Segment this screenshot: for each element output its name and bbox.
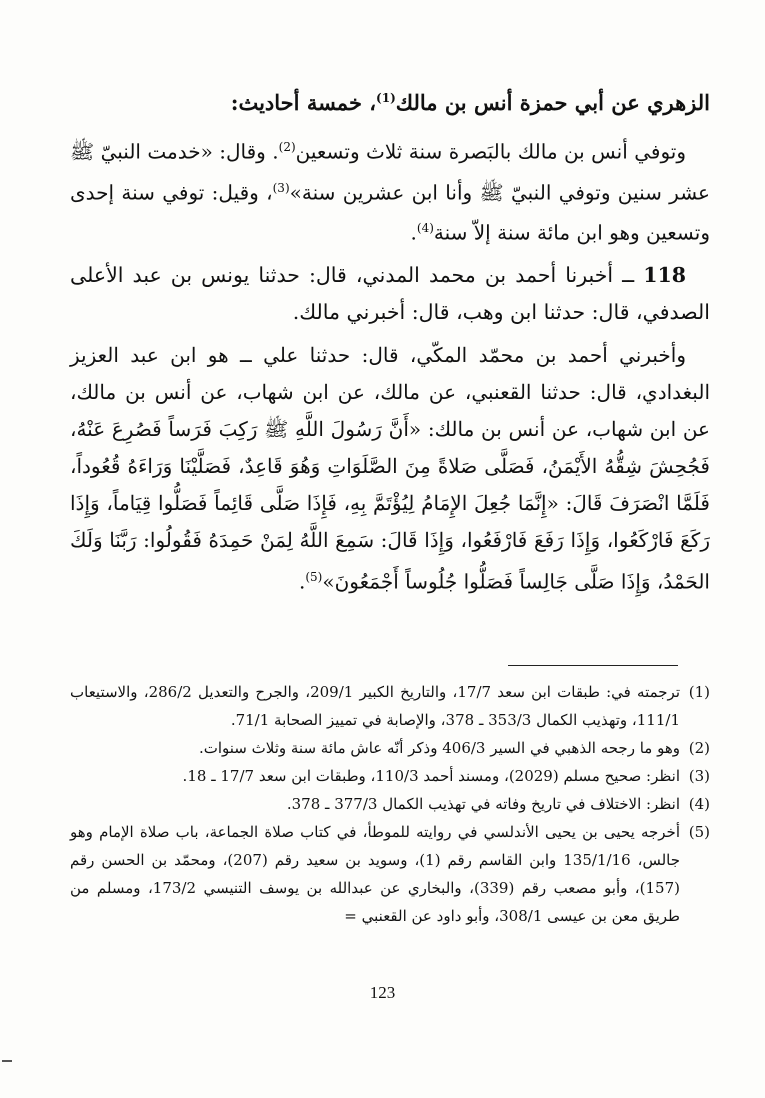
paragraph-hadith-text bbox=[70, 337, 710, 601]
footnote-number: (5) bbox=[688, 823, 710, 841]
paragraph-text: ، وقيل: توفي سنة إحدى وتسعين وهو ابن مائة سنة إلاّ سنة bbox=[70, 180, 710, 245]
page-number: 123 bbox=[369, 983, 396, 1002]
paragraph-text: . bbox=[298, 569, 306, 594]
footnote-3 bbox=[70, 762, 710, 790]
footnote-ref[interactable]: (4) bbox=[416, 221, 434, 236]
heading-text-end: ، خمسة أحاديث: bbox=[230, 90, 377, 115]
footnote-text: انظر: الاختلاف في تاريخ وفاته في تهذيب الكمال 377/3 ـ 378. bbox=[286, 795, 680, 813]
footnote-text: انظر: صحيح مسلم (2029)، ومسند أحمد 110/3، وطبقات ابن سعد 17/7 ـ 18. bbox=[182, 767, 680, 785]
footnote-ref[interactable]: (2) bbox=[278, 140, 296, 154]
footnote-ref[interactable]: (1) bbox=[376, 91, 396, 105]
footnote-4 bbox=[70, 790, 710, 818]
paragraph-text: . وقال: «خدمت النبيّ ﷺ عشر سنين وتوفي النبيّ ﷺ وأنا ابن عشرين سنة» bbox=[70, 139, 710, 205]
hadith-number: 118 bbox=[643, 262, 686, 287]
main-text bbox=[70, 78, 710, 607]
paragraph-text: وتوفي أنس بن مالك بالبَصرة سنة ثلاث وتسعين bbox=[295, 139, 686, 164]
paragraph-death-of-anas bbox=[70, 129, 710, 251]
footnote-number: (3) bbox=[688, 767, 710, 785]
footnote-text: ترجمته في: طبقات ابن سعد 17/7، والتاريخ الكبير 209/1، والجرح والتعديل 286/2، والاستيعاب 111/1، وتهذيب الكمال 353/3 ـ 378، والإصابة في تمييز الصحابة 71/1. bbox=[70, 683, 681, 729]
footnote-text: أخرجه يحيى بن يحيى الأندلسي في روايته للموطأ، في كتاب صلاة الجماعة، باب صلاة الإمام وهو جالس، 135/1/16 وابن القاسم رقم (1)، وسويد بن سعيد رقم (207)، ومحمّد بن الحسن رقم (157)، وأبو مصعب رقم (339)، والبخاري عن عبدالله بن يوسف التنيسي 173/2، ومسلم من طريق معن بن عيسى 308/1، وأبو داود عن القعنبي = bbox=[70, 823, 680, 925]
footnotes bbox=[70, 678, 710, 930]
footnote-text: وهو ما رجحه الذهبي في السير 406/3 وذكر أنّه عاش مائة سنة وثلاث سنوات. bbox=[198, 739, 680, 757]
footnote-number: (2) bbox=[688, 739, 710, 757]
paragraph-text: وأخبرني أحمد بن محمّد المكّي، قال: حدثنا علي ــ هو ابن عبد العزيز البغدادي، قال: حدثنا القعنبي، عن مالك، عن ابن شهاب، عن أنس بن مالك، عن ابن شهاب، عن أنس بن مالك: «أَنَّ رَسُولَ اللَّهِ ﷺ رَكِبَ فَرَساً فَصُرِعَ عَنْهُ، فَجُحِشَ شِقُّهُ الأَيْمَنُ، فَصَلَّى صَلاةً مِنَ الصَّلَوَاتِ وَهُوَ قَاعِدٌ، فَصَلَّيْنَا وَرَاءَهُ قُعُوداً، فَلَمَّا انْصَرَفَ قَالَ: «إِنَّمَا جُعِلَ الإِمَامُ لِيُؤْتَمَّ بِهِ، فَإِذَا صَلَّى قَائِماً فَصَلُّوا قِيَاماً، وَإِذَا رَكَعَ فَارْكَعُوا، وَإِذَا رَفَعَ فَارْفَعُوا، وَإِذَا قَالَ: سَمِعَ اللَّهُ لِمَنْ حَمِدَهُ فَقُولُوا: رَبَّنَا وَلَكَ الحَمْدُ، وَإِذَا صَلَّى جَالِساً فَصَلُّوا جُلُوساً أَجْمَعُونَ» bbox=[70, 342, 710, 594]
footnote-separator bbox=[508, 665, 678, 666]
paragraph-hadith-118 bbox=[70, 257, 710, 331]
section-heading bbox=[70, 78, 710, 123]
paragraph-text: . bbox=[410, 220, 417, 245]
footnote-5 bbox=[70, 818, 710, 930]
paragraph-text: ــ أخبرنا أحمد بن محمد المدني، قال: حدثنا يونس بن عبد الأعلى الصدفي، قال: حدثنا ابن وهب، قال: أخبرني مالك. bbox=[70, 262, 710, 324]
heading-text: الزهري عن أبي حمزة أنس بن مالك bbox=[395, 90, 710, 115]
footnote-2 bbox=[70, 734, 710, 762]
footnote-ref[interactable]: (3) bbox=[272, 180, 290, 195]
footnote-number: (1) bbox=[688, 683, 710, 701]
footnote-number: (4) bbox=[688, 795, 710, 813]
footnote-ref[interactable]: (5) bbox=[305, 569, 323, 584]
margin-mark bbox=[2, 1060, 12, 1062]
footnote-1 bbox=[70, 678, 710, 734]
